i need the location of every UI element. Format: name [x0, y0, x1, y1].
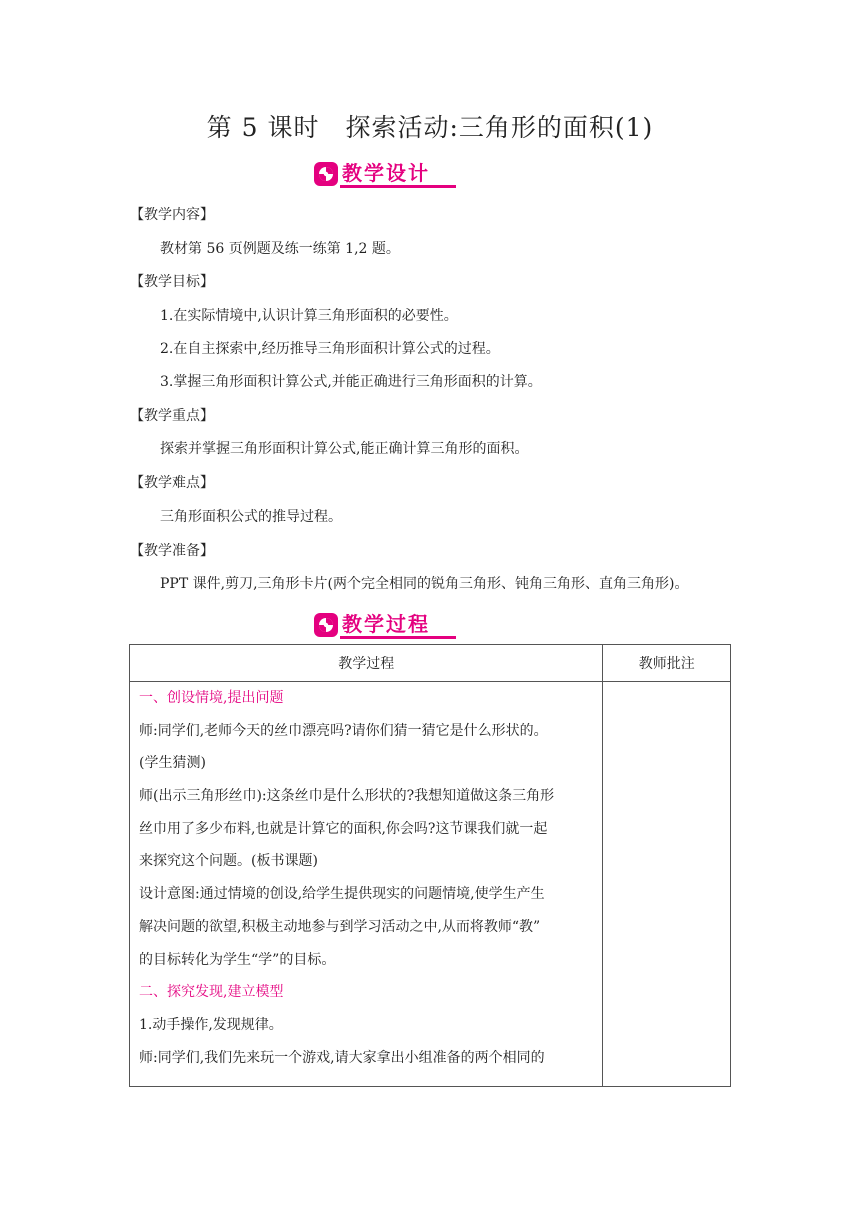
table-line: (学生猜测) — [139, 755, 206, 772]
flower-logo-icon — [314, 162, 338, 186]
design-banner — [314, 160, 448, 188]
section-goals-head: 【教学目标】 — [130, 274, 214, 290]
page-title: 第 5 课时 探索活动:三角形的面积(1) — [206, 113, 654, 142]
section-difficulty-line: 三角形面积公式的推导过程。 — [160, 509, 342, 525]
table-line: 解决问题的欲望,积极主动地参与到学习活动之中,从而将教师“教” — [139, 918, 541, 935]
section-content-line: 教材第 56 页例题及练一练第 1,2 题。 — [160, 241, 400, 257]
flower-logo-icon — [314, 613, 338, 637]
process-banner — [314, 611, 448, 639]
section-prep-line: PPT 课件,剪刀,三角形卡片(两个完全相同的锐角三角形、钝角三角形、直角三角形)。 — [160, 576, 689, 592]
table-line: 设计意图:通过情境的创设,给学生提供现实的问题情境,使学生产生 — [139, 886, 545, 903]
section-prep-head: 【教学准备】 — [130, 543, 214, 559]
process-cell — [130, 682, 603, 1087]
table-line: 师:同学们,我们先来玩一个游戏,请大家拿出小组准备的两个相同的 — [139, 1049, 545, 1066]
process-table — [129, 644, 731, 1087]
table-line: 师:同学们,老师今天的丝巾漂亮吗?请你们猜一猜它是什么形状的。 — [139, 722, 548, 739]
design-banner-label: 教学设计 — [342, 161, 430, 185]
section-goals-line-2: 2.在自主探索中,经历推导三角形面积计算公式的过程。 — [160, 341, 500, 357]
process-banner-label: 教学过程 — [342, 612, 430, 636]
table-line: 1.动手操作,发现规律。 — [139, 1016, 283, 1033]
design-banner-underline — [340, 185, 456, 188]
table-line: 来探究这个问题。(板书课题) — [139, 853, 318, 870]
header-process: 教学过程 — [130, 645, 603, 682]
section-content-head: 【教学内容】 — [130, 207, 214, 223]
section-goals-line-3: 3.掌握三角形面积计算公式,并能正确进行三角形面积的计算。 — [160, 374, 542, 390]
section-key-line: 探索并掌握三角形面积计算公式,能正确计算三角形的面积。 — [160, 441, 529, 457]
teacher-notes-cell — [603, 682, 731, 1087]
table-line: 的目标转化为学生“学”的目标。 — [139, 951, 336, 968]
section-key-head: 【教学重点】 — [130, 408, 214, 424]
table-row — [130, 682, 731, 1087]
header-notes: 教师批注 — [603, 645, 731, 682]
subsection-heading: 二、探究发现,建立模型 — [139, 984, 284, 1001]
section-difficulty-head: 【教学难点】 — [130, 475, 214, 491]
table-line: 丝巾用了多少布料,也就是计算它的面积,你会吗?这节课我们就一起 — [139, 820, 548, 837]
table-line: 师(出示三角形丝巾):这条丝巾是什么形状的?我想知道做这条三角形 — [139, 788, 555, 805]
table-header-row — [130, 645, 731, 682]
subsection-heading: 一、创设情境,提出问题 — [139, 690, 284, 706]
process-banner-underline — [340, 636, 456, 639]
section-goals-line-1: 1.在实际情境中,认识计算三角形面积的必要性。 — [160, 308, 458, 324]
